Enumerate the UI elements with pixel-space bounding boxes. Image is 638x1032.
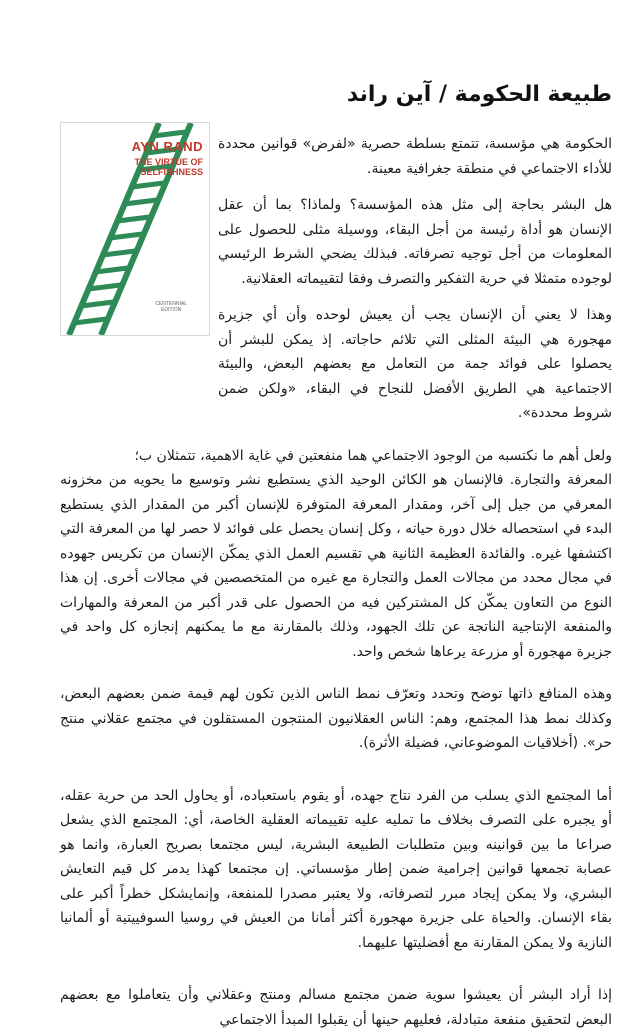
- cover-edition: [155, 301, 187, 313]
- ladder-rung: [89, 285, 121, 289]
- book-cover-image: [60, 122, 210, 336]
- paragraph-conclusion: إذا أراد البشر أن يعيشوا سوية ضمن مجتمع مسالم ومنتج وعقلاني وأن يتعاملوا مع بعضهم البعض لتحقيق منفعة متبادلة، فعليهم حينها أن يقبلوا المبدأ الاجتماعي: [60, 987, 612, 1028]
- ladder-rung: [125, 200, 157, 204]
- paragraph-question: هل البشر بحاجة إلى مثل هذه المؤسسة؟ ولماذا؟ بما أن عقل الإنسان هو أداة رئيسة من أجل البقاء، ووسيلة مثلى للحصول على المعلومات من أجل توجيه تصرفاته. فبذلك يضحي الشرط الرئيسي لوجوده متمثلا في حرية التفكير والتصرف وفقا لتقييماته العقلانية.: [218, 197, 612, 287]
- cover-edition-line1: CENTENNIAL: [155, 301, 187, 307]
- ladder-rung: [96, 268, 128, 272]
- ladder-rung: [74, 319, 106, 323]
- ladder-rung: [103, 251, 135, 255]
- paragraph-benefits-intro: ولعل أهم ما نكتسبه من الوجود الاجتماعي هما منفعتين في غاية الاهمية، تتمثلان ب؛: [134, 447, 612, 464]
- ladder-rung: [81, 302, 113, 306]
- paragraph-criminal-society: أما المجتمع الذي يسلب من الفرد نتاج جهده، أو يقوم باستعباده، أو يحاول الحد من حرية عقله، أو يجبره على التصرف بخلاف ما تمليه عليه تقييماته العقلية الخاصة، أي: المجتمع الذي يشعل صراعا ما بين قوانينه وبين متطلبات الطبيعة البشرية، ليس مجتمعا بصريح العبارة، وانما هو عصابة تجمعها قوانين إجرامية ضمن إطار مؤسساتي. إن مجتمعا كهذا يدمر كل قيم التعايش البشري، ولا يمكن إيجاد مبرر لتصرفاته، ولا يعتبر مصدرا للمنفعة، وإنمايشكل خطراً أكبر على بقاء الإنسان. والحياة على جزيرة مهجورة أكثر أمانا من العيش في روسيا السوفييتية أو ألمانيا النازية ولا يمكن المقارنة مع أفضليتها عليهما.: [60, 787, 612, 951]
- ladder-rung: [154, 132, 186, 136]
- cover-title-line2: SELFISHNESS: [140, 167, 203, 177]
- cover-author: AYN RAND: [131, 139, 203, 154]
- paragraph-definition: الحكومة هي مؤسسة، تتمتع بسلطة حصرية «لفرض» قوانين محددة للأداء الاجتماعي في منطقة جغرافية معينة.: [218, 136, 612, 177]
- paragraph-knowledge-trade: المعرفة والتجارة. فالإنسان هو الكائن الوحيد الذي يستطيع نشر وتوسيع ما يحويه من مخزونه المعرفي من جيل إلى آخر، ومقدار المعرفة المتوفرة للإنسان أكبر من المقدار الذي يستطيع البدء في استحصاله خلال دورة حياته ، وكل إنسان يحصل على فوائد لا حصر لها من المعرفة التي اكتشفها غيره. والفائدة العظيمة الثانية هي تقسيم العمل الذي يمكّن الإنسان من تكريس جهوده في مجال محدد من مجالات العمل والتجارة مع غيره من المتخصصين في مجالات أخرى. إن هذا النوع من التعاون يمكّن كل المشتركين فيه من الحصول على قدر أكبر من المعرفة والمهارات والمنفعة الإنتاجية الناتجة عن تلك الجهود، وذلك بالمقارنة مع ما يمكنهم إنجازه كل واحد في جزيرة مهجورة أو مزرعة يرعاها شخص واحد.: [60, 472, 612, 660]
- paragraph-society: وهذا لا يعني أن الإنسان يجب أن يعيش لوحده وأن أي جزيرة مهجورة هي البيئة المثلى التي تلائم حاجاته. إذ يمكن للبشر أن يحصلوا على فوائد جمة من التعامل مع بعضهم البعض، والبيئة الاجتماعية هي الطريق الأفضل للنجاح في البقاء، «ولكن ضمن شروط محددة».: [218, 307, 612, 421]
- ladder-rung: [110, 234, 142, 238]
- article-page: [60, 80, 612, 1032]
- ladder-rung: [117, 217, 149, 221]
- cover-title-line1: THE VIRTUE OF: [134, 157, 203, 167]
- article-title: طبيعة الحكومة / آين راند: [346, 82, 612, 107]
- paragraph-values: وهذه المنافع ذاتها توضح وتحدد وتعرّف نمط الناس الذين تكون لهم قيمة ضمن بعضهم البعض، وكذلك نمط هذا المجتمع، وهم: الناس العقلانيون المنتجون المستقلون في مجتمع عقلاني منتج حر». (أخلاقيات الموضوعاني، فضيلة الأثرة).: [60, 686, 612, 751]
- ladder-rung: [132, 183, 164, 187]
- cover-edition-line2: EDITION: [161, 307, 182, 313]
